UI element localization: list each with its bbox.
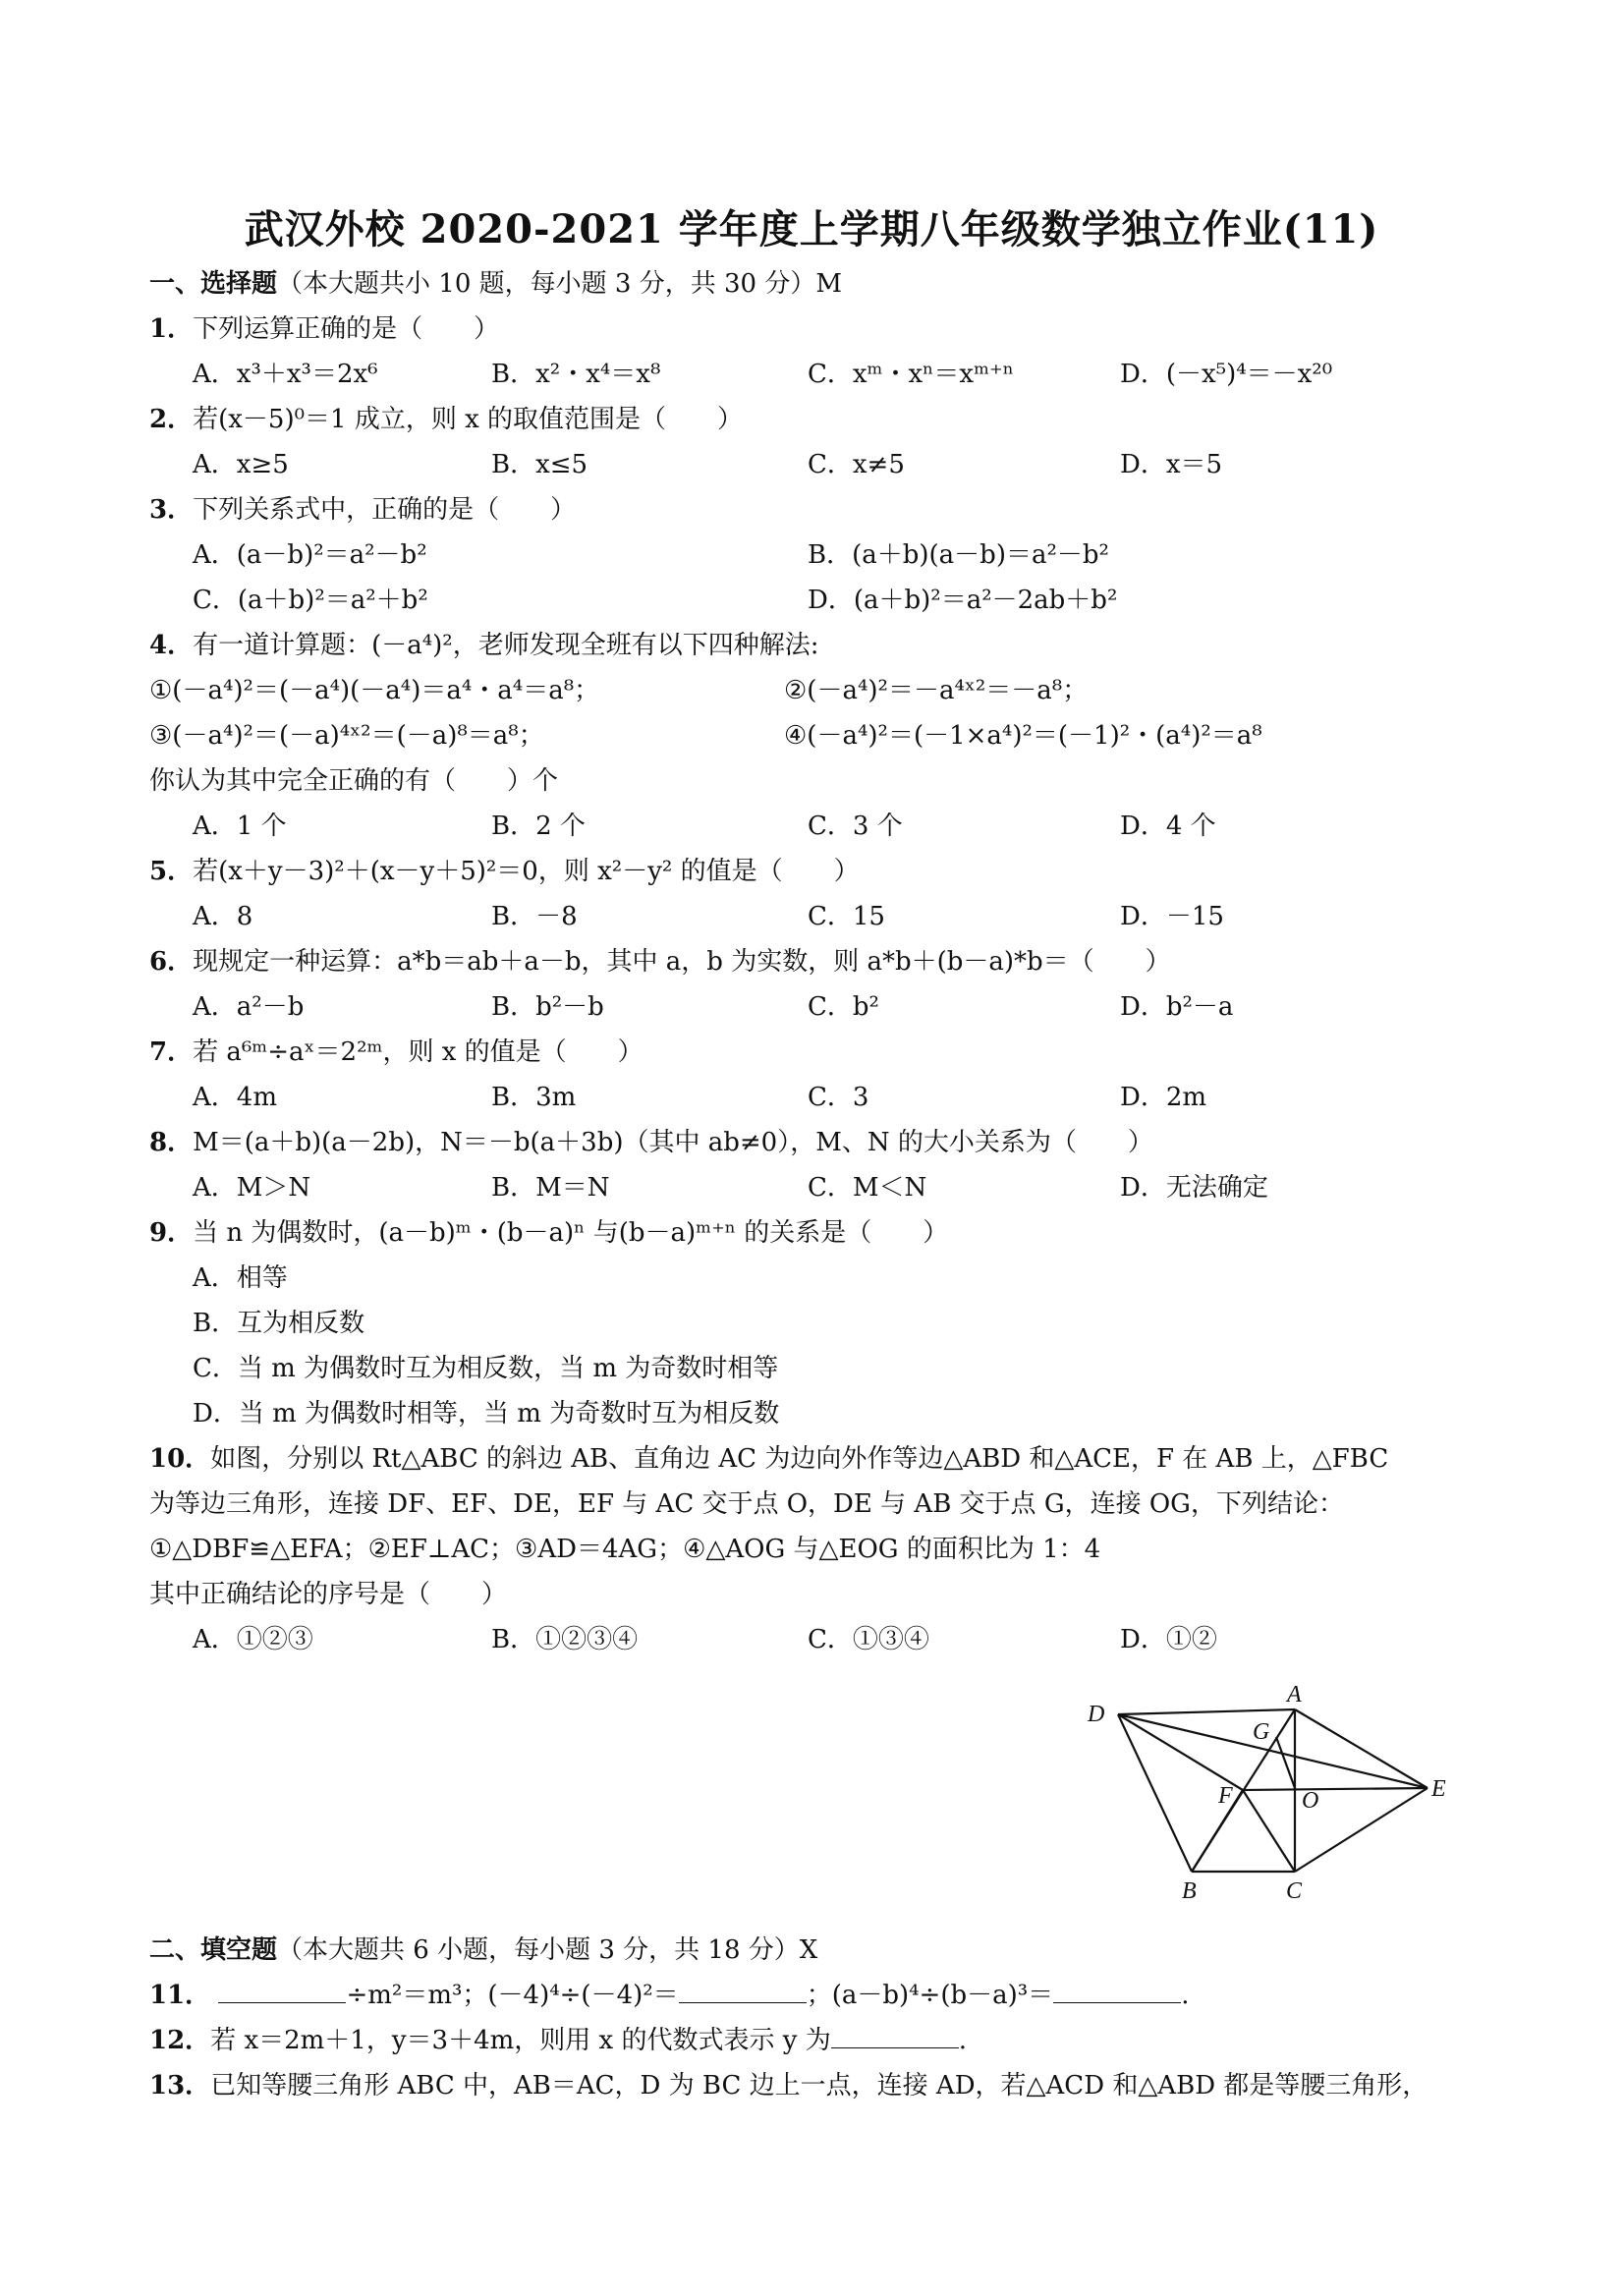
q7-option-b: B．3m (491, 1083, 577, 1112)
q12-part-2: . (958, 2026, 967, 2055)
section2-note: （本大题共 6 小题，每小题 3 分，共 18 分）X (277, 1935, 818, 1965)
answer-blank[interactable] (679, 1981, 807, 2003)
question-number: 5． (149, 857, 194, 886)
question-9 (149, 1216, 948, 1250)
q4-method-1: ①(－a⁴)²＝(－a⁴)(－a⁴)＝a⁴・a⁴＝a⁸； (149, 676, 600, 705)
q12-part-1: 若 x＝2m＋1，y＝3＋4m，则用 x 的代数式表示 y 为 (210, 2026, 831, 2055)
q10-option-b: B．①②③④ (491, 1625, 639, 1654)
q10-option-a: A．①②③ (193, 1625, 313, 1654)
q11-part-1: ÷m²＝m³；(－4)⁴÷(－4)²＝ (346, 1981, 679, 2010)
question-stem: 当 n 为偶数时，(a－b)ᵐ・(b－a)ⁿ 与(b－a)ᵐ⁺ⁿ 的关系是（ ） (193, 1218, 949, 1248)
question-7 (149, 1036, 644, 1069)
question-number: 7． (149, 1037, 194, 1067)
q8-option-b: B．M＝N (491, 1173, 610, 1203)
question-2 (149, 403, 743, 436)
point-label-d: D (1088, 1702, 1105, 1727)
q7-option-c: C．3 (808, 1083, 869, 1112)
q5-option-b: B．－8 (491, 902, 578, 931)
q10-stem-line-4: 其中正确结论的序号是（ ） (149, 1580, 508, 1609)
q11-part-2: ；(a－b)⁴÷(b－a)³＝ (806, 1981, 1054, 2010)
segment-de (1118, 1714, 1427, 1788)
q3-option-a: A．(a－b)²＝a²－b² (193, 540, 427, 570)
q9-option-b: B．互为相反数 (193, 1309, 365, 1338)
q5-option-c: C．15 (808, 902, 885, 931)
section1-title: 一、选择题 (149, 269, 278, 299)
question-stem: 若(x＋y－3)²＋(x－y＋5)²＝0，则 x²－y² 的值是（ ） (193, 857, 860, 886)
question-number: 4． (149, 631, 194, 660)
q2-option-c: C．x≠5 (808, 450, 905, 479)
question-number: 3． (149, 495, 194, 525)
q3-option-d: D．(a＋b)²＝a²－2ab＋b² (808, 586, 1118, 615)
question-6 (149, 945, 1171, 979)
q4-method-4: ④(－a⁴)²＝(－1×a⁴)²＝(－1)²・(a⁴)²＝a⁸ (784, 721, 1262, 751)
question-10 (149, 1442, 1388, 1476)
q9-option-a: A．相等 (193, 1263, 288, 1293)
q10-geometry-figure (1076, 1680, 1449, 1906)
segment-ae (1295, 1709, 1427, 1788)
point-label-g: G (1253, 1719, 1270, 1745)
question-number: 10． (149, 1444, 211, 1474)
q4-follow-up: 你认为其中完全正确的有（ ）个 (149, 766, 559, 796)
question-stem: 下列运算正确的是（ ） (193, 314, 500, 344)
question-8 (149, 1126, 1153, 1159)
question-1 (149, 312, 499, 346)
question-number: 1． (149, 314, 194, 344)
section1-heading (149, 267, 842, 301)
question-number: 2． (149, 405, 194, 434)
q3-option-b: B．(a＋b)(a－b)＝a²－b² (808, 540, 1109, 570)
question-stem: 现规定一种运算：a*b＝ab＋a－b，其中 a，b 为实数，则 a*b＋(b－a)*b＝（ ） (193, 947, 1171, 977)
section1-note: （本大题共小 10 题，每小题 3 分，共 30 分）M (277, 269, 842, 299)
q8-option-a: A．M＞N (193, 1173, 311, 1203)
q3-option-c: C．(a＋b)²＝a²＋b² (193, 586, 428, 615)
q9-option-c: C．当 m 为偶数时互为相反数，当 m 为奇数时相等 (193, 1354, 779, 1383)
point-label-b: B (1182, 1878, 1197, 1904)
question-stem: 若(x－5)⁰＝1 成立，则 x 的取值范围是（ ） (193, 405, 744, 434)
section2-title: 二、填空题 (149, 1935, 278, 1965)
q4-option-c: C．3 个 (808, 812, 903, 841)
question-number: 13． (149, 2071, 211, 2100)
q7-option-d: D．2m (1120, 1083, 1207, 1112)
question-4 (149, 629, 819, 662)
question-stem: 有一道计算题：(－a⁴)²，老师发现全班有以下四种解法: (193, 631, 819, 660)
question-3 (149, 493, 576, 527)
question-12 (149, 2024, 967, 2057)
page-title: 武汉外校 2020-2021 学年度上学期八年级数学独立作业(11) (244, 206, 1379, 252)
q9-option-d: D．当 m 为偶数时相等，当 m 为奇数时互为相反数 (193, 1399, 780, 1428)
q4-option-a: A．1 个 (193, 812, 287, 841)
q1-option-d: D．(－x⁵)⁴＝－x²⁰ (1120, 360, 1333, 389)
question-number: 9． (149, 1218, 194, 1248)
segment-fc (1243, 1790, 1295, 1872)
q8-option-d: D．无法确定 (1120, 1173, 1268, 1203)
q4-method-3: ③(－a⁴)²＝(－a)⁴ˣ²＝(－a)⁸＝a⁸； (149, 721, 544, 751)
answer-blank[interactable] (1053, 1981, 1181, 2003)
answer-blank[interactable] (831, 2026, 959, 2048)
q4-option-d: D．4 个 (1120, 812, 1216, 841)
q1-option-b: B．x²・x⁴＝x⁸ (491, 360, 661, 389)
q5-option-d: D．－15 (1120, 902, 1224, 931)
q1-option-a: A．x³＋x³＝2x⁶ (193, 360, 378, 389)
question-stem: 下列关系式中，正确的是（ ） (193, 495, 577, 525)
q10-stem-line-2: 为等边三角形，连接 DF、EF、DE，EF 与 AC 交于点 O，DE 与 AB 交于点 G，连接 OG，下列结论： (149, 1489, 1344, 1519)
q11-part-3: . (1181, 1981, 1190, 2010)
question-5 (149, 855, 860, 888)
segment-og (1276, 1737, 1295, 1788)
point-label-a: A (1287, 1682, 1302, 1708)
q5-option-a: A．8 (193, 902, 253, 931)
question-number: 6． (149, 947, 194, 977)
q6-option-d: D．b²－a (1120, 992, 1234, 1022)
question-stem: 若 a⁶ᵐ÷aˣ＝2²ᵐ，则 x 的值是（ ） (193, 1037, 644, 1067)
q6-option-b: B．b²－b (491, 992, 604, 1022)
q10-option-d: D．①② (1120, 1625, 1217, 1654)
q6-option-c: C．b² (808, 992, 879, 1022)
question-number: 11． (149, 1981, 211, 2010)
q4-method-2: ②(－a⁴)²＝－a⁴ˣ²＝－a⁸； (784, 676, 1089, 705)
question-number: 8． (149, 1128, 194, 1157)
question-13 (149, 2069, 1427, 2102)
point-label-c: C (1286, 1878, 1303, 1904)
q2-option-a: A．x≥5 (193, 450, 289, 479)
segment-fb (1192, 1790, 1243, 1872)
segment-da (1118, 1709, 1295, 1714)
q8-option-c: C．M＜N (808, 1173, 927, 1203)
question-number: 12． (149, 2026, 211, 2055)
q2-option-d: D．x＝5 (1120, 450, 1223, 479)
point-label-f: F (1218, 1783, 1233, 1809)
question-11 (149, 1979, 1189, 2012)
q1-option-c: C．xᵐ・xⁿ＝xᵐ⁺ⁿ (808, 360, 1014, 389)
q4-option-b: B．2 个 (491, 812, 586, 841)
point-label-e: E (1431, 1776, 1446, 1802)
q6-option-a: A．a²－b (193, 992, 305, 1022)
section2-heading (149, 1933, 817, 1967)
question-stem-line-1: 如图，分别以 Rt△ABC 的斜边 AB、直角边 AC 为边向外作等边△ABD 和△ACE，F 在 AB 上，△FBC (210, 1444, 1389, 1474)
answer-blank[interactable] (218, 1981, 346, 2003)
q10-option-c: C．①③④ (808, 1625, 929, 1654)
q2-option-b: B．x≤5 (491, 450, 588, 479)
q7-option-a: A．4m (193, 1083, 277, 1112)
segment-fe (1243, 1788, 1427, 1790)
question-stem: 已知等腰三角形 ABC 中，AB＝AC，D 为 BC 边上一点，连接 AD，若△ACD 和△ABD 都是等腰三角形， (210, 2071, 1428, 2100)
question-stem: M＝(a＋b)(a－2b)，N＝－b(a＋3b)（其中 ab≠0），M、N 的大小关系为（ ） (193, 1128, 1153, 1157)
point-label-o: O (1302, 1788, 1319, 1814)
q10-stem-line-3: ①△DBF≌△EFA；②EF⊥AC；③AD＝4AG；④△AOG 与△EOG 的面积比为 1：4 (149, 1535, 1101, 1564)
